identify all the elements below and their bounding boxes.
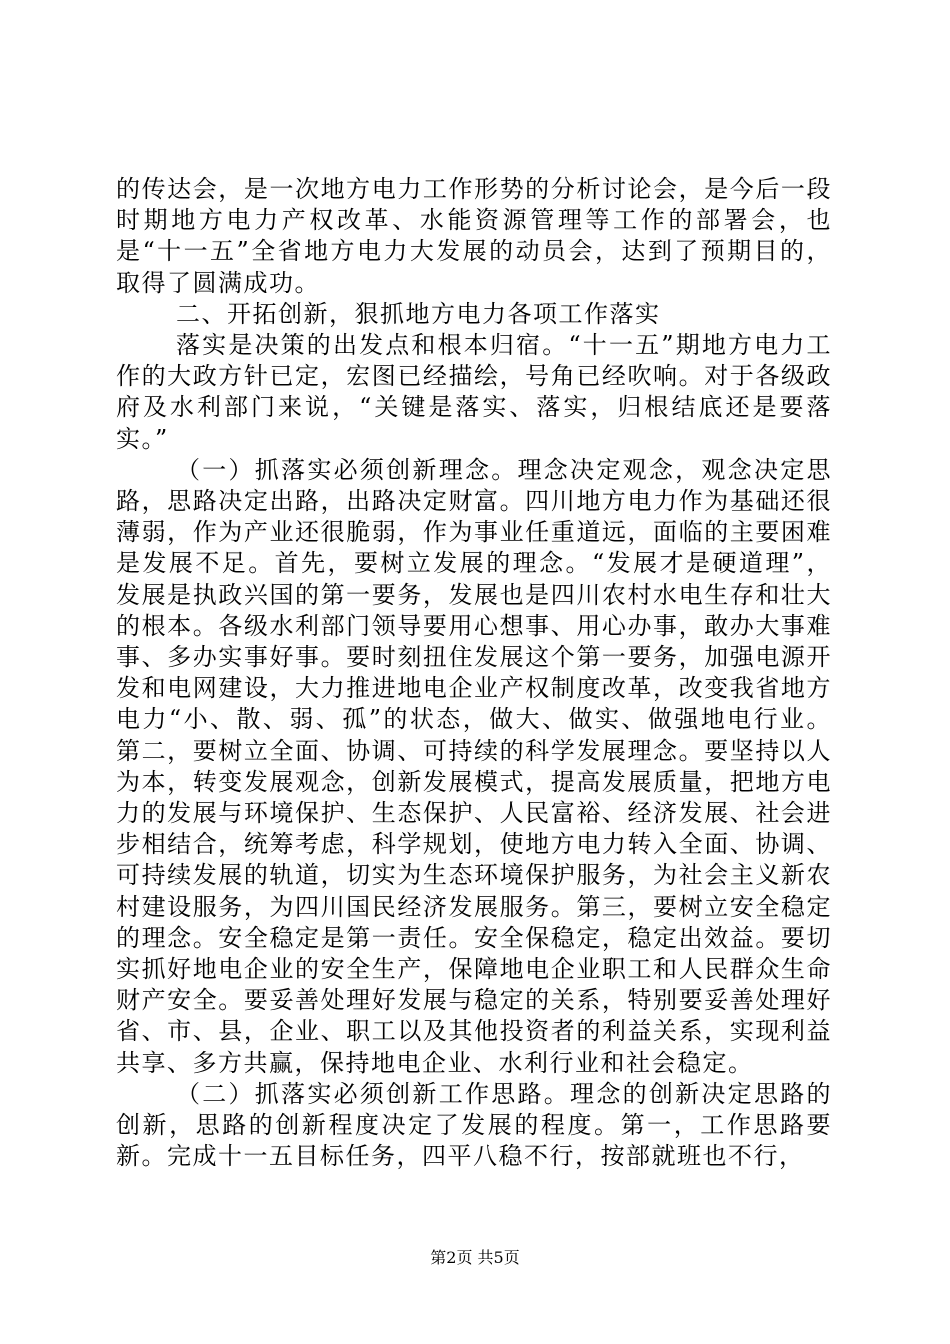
page-footer: 第2页 共5页 [430, 1248, 520, 1267]
paragraph-4: （一）抓落实必须创新理念。理念决定观念，观念决定思路，思路决定出路，出路决定财富。四川地方电力作为基础还很薄弱，作为产业还很脆弱，作为事业任重道远，面临的主要困难是发展不足。首先，要树立发展的理念。“发展才是硬道理”，发展是执政兴国的第一要务，发展也是四川农村水电生存和壮大的根本。各级水利部门领导要用心想事、用心办事，敢办大事难事、多办实事好事。要时刻扭住发展这个第一要务，加强电源开发和电网建设，大力推进地电企业产权制度改革，改变我省地方电力“小、散、弱、孤”的状态，做大、做实、做强地电行业。第二，要树立全面、协调、可持续的科学发展理念。要坚持以人为本，转变发展观念，创新发展模式，提高发展质量，把地方电力的发展与环境保护、生态保护、人民富裕、经济发展、社会进步相结合，统筹考虑，科学规划，使地方电力转入全面、协调、可持续发展的轨道，切实为生态环境保护服务，为社会主义新农村建设服务，为四川国民经济发展服务。第三，要树立安全稳定的理念。安全稳定是第一责任。安全保稳定，稳定出效益。要切实抓好地电企业的安全生产，保障地电企业职工和人民群众生命财产安全。要妥善处理好发展与稳定的关系，特别要妥善处理好省、市、县，企业、职工以及其他投资者的利益关系，实现利益共享、多方共赢，保持地电企业、水利行业和社会稳定。 [116, 455, 832, 1077]
document-body [116, 174, 832, 1173]
section-heading: 二、开拓创新，狠抓地方电力各项工作落实 [176, 299, 661, 328]
paragraph-1: 的传达会，是一次地方电力工作形势的分析讨论会，是今后一段时期地方电力产权改革、水能资源管理等工作的部署会，也是“十一五”全省地方电力大发展的动员会，达到了预期目的，取得了圆满成功。 [116, 175, 832, 297]
paragraph-5: （二）抓落实必须创新工作思路。理念的创新决定思路的创新，思路的创新程度决定了发展的程度。第一，工作思路要新。完成十一五目标任务，四平八稳不行，按部就班也不行， [116, 1079, 832, 1171]
paragraph-3: 落实是决策的出发点和根本归宿。“十一五”期地方电力工作的大政方针已定，宏图已经描绘，号角已经吹响。对于各级政府及水利部门来说，“关键是落实、落实，归根结底还是要落实。” [116, 331, 832, 453]
